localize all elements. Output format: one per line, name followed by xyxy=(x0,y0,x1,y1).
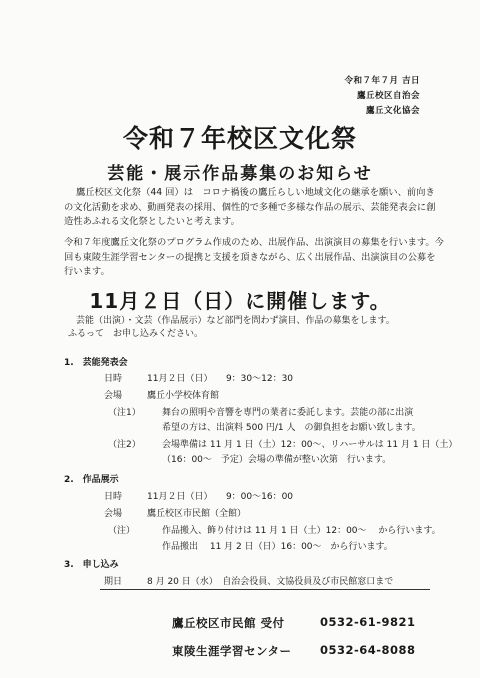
deadline-underline xyxy=(100,589,430,590)
section-2-date-value: 11月２日（日） 9：00～16：00 xyxy=(147,492,294,502)
section-1-venue-label: 会場 xyxy=(104,391,123,401)
page-title: 令和７年校区文化祭 xyxy=(122,124,357,153)
section-3-deadline-label: 期日 xyxy=(104,577,123,587)
section-2-note-line2: 作品搬出 11 月 2 日（日）16：00～ から行います。 xyxy=(162,542,393,552)
intro-paragraph-2: 令和７年度鷹丘文化祭のプログラム作成のため、出展作品、出演演目の募集を行います。今回も東陵生涯学習センターの提携と支援を頂きながら、広く出展作品、出演演目の公募を行います。 xyxy=(64,237,444,277)
section-1-note2-line1: 会場準備は 11 月 1 日（土）12：00～、リハーサルは 11 月 1 日（土） xyxy=(162,440,458,450)
section-2-note-label: （注） xyxy=(108,526,136,536)
section-1-date-value: 11月２日（日） 9：30～12：30 xyxy=(147,374,294,384)
contact-1-phone: 0532-61-9821 xyxy=(320,615,416,629)
contact-1-name: 鷹丘校区市民館 受付 xyxy=(172,616,285,630)
section-3-heading: 3. 申し込み xyxy=(64,560,119,570)
section-2-venue-label: 会場 xyxy=(104,509,123,519)
contact-2-name: 東陵生涯学習センター xyxy=(172,644,292,658)
section-1-note1-line1: 舞台の照明や音響を専門の業者に委託します。芸能の部に出演 xyxy=(162,408,414,418)
call-line-1: 芸能（出演）・文芸（作品展示）など部門を問わず演目、作品の募集をします。 xyxy=(76,316,395,326)
section-1-date-label: 日時 xyxy=(104,374,123,384)
intro-paragraph-1: 鷹丘校区文化祭（44 回）は コロナ禍後の鷹丘らしい地域文化の継承を願い、前向きの文化活動を求め、動画発表の採用、個性的で多種で多様な作品の展示、芸能発表会に創造性あふれる文化祭としたいと考えます。 xyxy=(64,187,436,227)
section-1-heading: 1. 芸能発表会 xyxy=(64,358,128,368)
section-2-note-line1: 作品搬入、飾り付けは 11 月 1 日（土）12：00～ から行います。 xyxy=(162,526,441,536)
section-1-note2-label: （注2） xyxy=(108,440,141,450)
organizer-2: 鷹丘文化協会 xyxy=(365,106,420,116)
section-2-venue-value: 鷹丘校区市民館（全館） xyxy=(147,509,247,519)
section-2-date-label: 日時 xyxy=(104,492,123,502)
section-1-note2-line2: （16：00～ 予定）会場の準備が整い次第 行います。 xyxy=(162,455,392,465)
organizer-1: 鷹丘校区自治会 xyxy=(356,91,420,101)
call-line-2: ふるって お申し込みください。 xyxy=(68,329,204,339)
contact-2-phone: 0532-64-8088 xyxy=(320,643,416,657)
issue-date: 令和７年７月 吉日 xyxy=(344,76,420,86)
event-date-highlight: 11月２日（日）に開催します。 xyxy=(89,289,391,313)
section-2-heading: 2. 作品展示 xyxy=(64,475,119,485)
section-1-note1-label: （注1） xyxy=(108,408,141,418)
section-1-note1-line2: 希望の方は、出演料 500 円/1 人 の御負担をお願い致します。 xyxy=(162,423,421,433)
section-1-venue-value: 鷹丘小学校体育館 xyxy=(147,391,220,401)
page-subtitle: 芸能・展示作品募集のお知らせ xyxy=(107,164,373,184)
section-3-deadline-value: 8 月 20 日（水） 自治会役員、文協役員及び市民館窓口まで xyxy=(147,577,394,587)
